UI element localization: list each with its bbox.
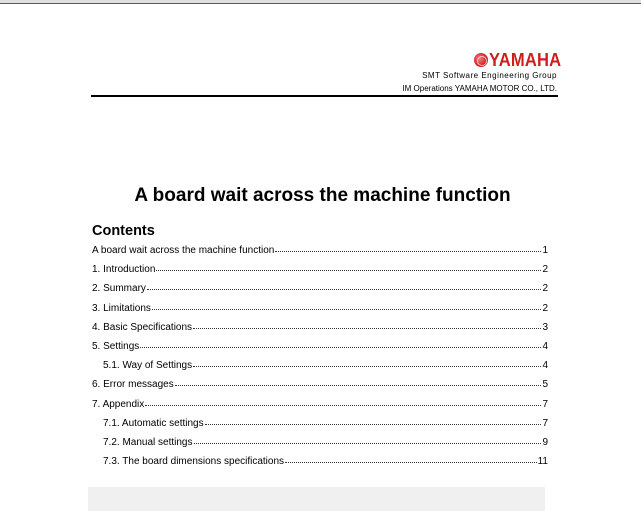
toc-leader-dots (193, 321, 541, 329)
toc-entry[interactable] (92, 245, 548, 264)
yamaha-logo (474, 49, 568, 71)
toc-entry-label: 5. Settings (92, 340, 140, 352)
toc-entry[interactable] (92, 456, 548, 475)
toc-entry-page: 4 (542, 360, 548, 372)
toc-entry-label: 2. Summary (92, 283, 146, 295)
shaded-content-box (88, 487, 545, 511)
toc-entry-label: A board wait across the machine function (92, 245, 275, 256)
toc-entry-page: 4 (542, 340, 548, 352)
contents-heading: Contents (92, 223, 155, 239)
toc-entry-page: 2 (542, 283, 548, 295)
toc-leader-dots (152, 302, 541, 310)
toc-entry[interactable] (92, 341, 548, 360)
toc-entry-page: 7 (542, 417, 548, 429)
toc-entry-page: 5 (542, 379, 548, 391)
toc-entry-label: 7.1. Automatic settings (103, 417, 204, 429)
toc-leader-dots (175, 378, 541, 386)
toc-leader-dots (147, 282, 541, 290)
toc-entry-label: 7.3. The board dimensions specifications (103, 456, 285, 468)
toc-entry[interactable] (92, 283, 548, 302)
toc-entry[interactable] (92, 360, 548, 379)
toc-leader-dots (285, 455, 537, 463)
yamaha-tuning-fork-icon (474, 53, 488, 67)
toc-leader-dots (156, 263, 541, 271)
toc-entry-label: 6. Error messages (92, 379, 174, 391)
toc-entry[interactable] (92, 379, 548, 398)
toc-entry-label: 7.2. Manual settings (103, 436, 193, 448)
toc-entry[interactable] (92, 264, 548, 283)
toc-entry-label: 4. Basic Specifications (92, 321, 193, 333)
toc-entry-page: 1 (542, 245, 548, 256)
toc-entry[interactable] (92, 437, 548, 456)
viewer-toolbar-edge (0, 0, 641, 4)
toc-entry-page: 2 (542, 302, 548, 314)
header-divider (91, 95, 558, 97)
toc-entry-label: 7. Appendix (92, 398, 145, 410)
toc-entry[interactable] (92, 322, 548, 341)
header-group-name: SMT Software Engineering Group (422, 71, 557, 80)
toc-entry-label: 3. Limitations (92, 302, 151, 314)
toc-entry[interactable] (92, 418, 548, 437)
toc-entry-page: 9 (542, 436, 548, 448)
document-title: A board wait across the machine function (134, 185, 511, 206)
toc-leader-dots (275, 244, 541, 252)
toc-entry-page: 3 (542, 321, 548, 333)
toc-entry[interactable] (92, 399, 548, 418)
toc-entry[interactable] (92, 303, 548, 322)
header-company-name: IM Operations YAMAHA MOTOR CO., LTD. (402, 84, 557, 93)
document-page (0, 5, 641, 511)
toc-entry-page: 2 (542, 264, 548, 276)
toc-entry-label: 5.1. Way of Settings (103, 360, 193, 372)
toc-leader-dots (194, 436, 542, 444)
table-of-contents (92, 245, 548, 475)
toc-entry-page: 11 (537, 456, 548, 468)
toc-entry-page: 7 (542, 398, 548, 410)
toc-leader-dots (145, 398, 541, 406)
toc-leader-dots (205, 417, 541, 425)
toc-leader-dots (140, 340, 541, 348)
toc-leader-dots (193, 359, 541, 367)
logo-text: YAMAHA (489, 50, 562, 70)
toc-entry-label: 1. Introduction (92, 264, 156, 276)
